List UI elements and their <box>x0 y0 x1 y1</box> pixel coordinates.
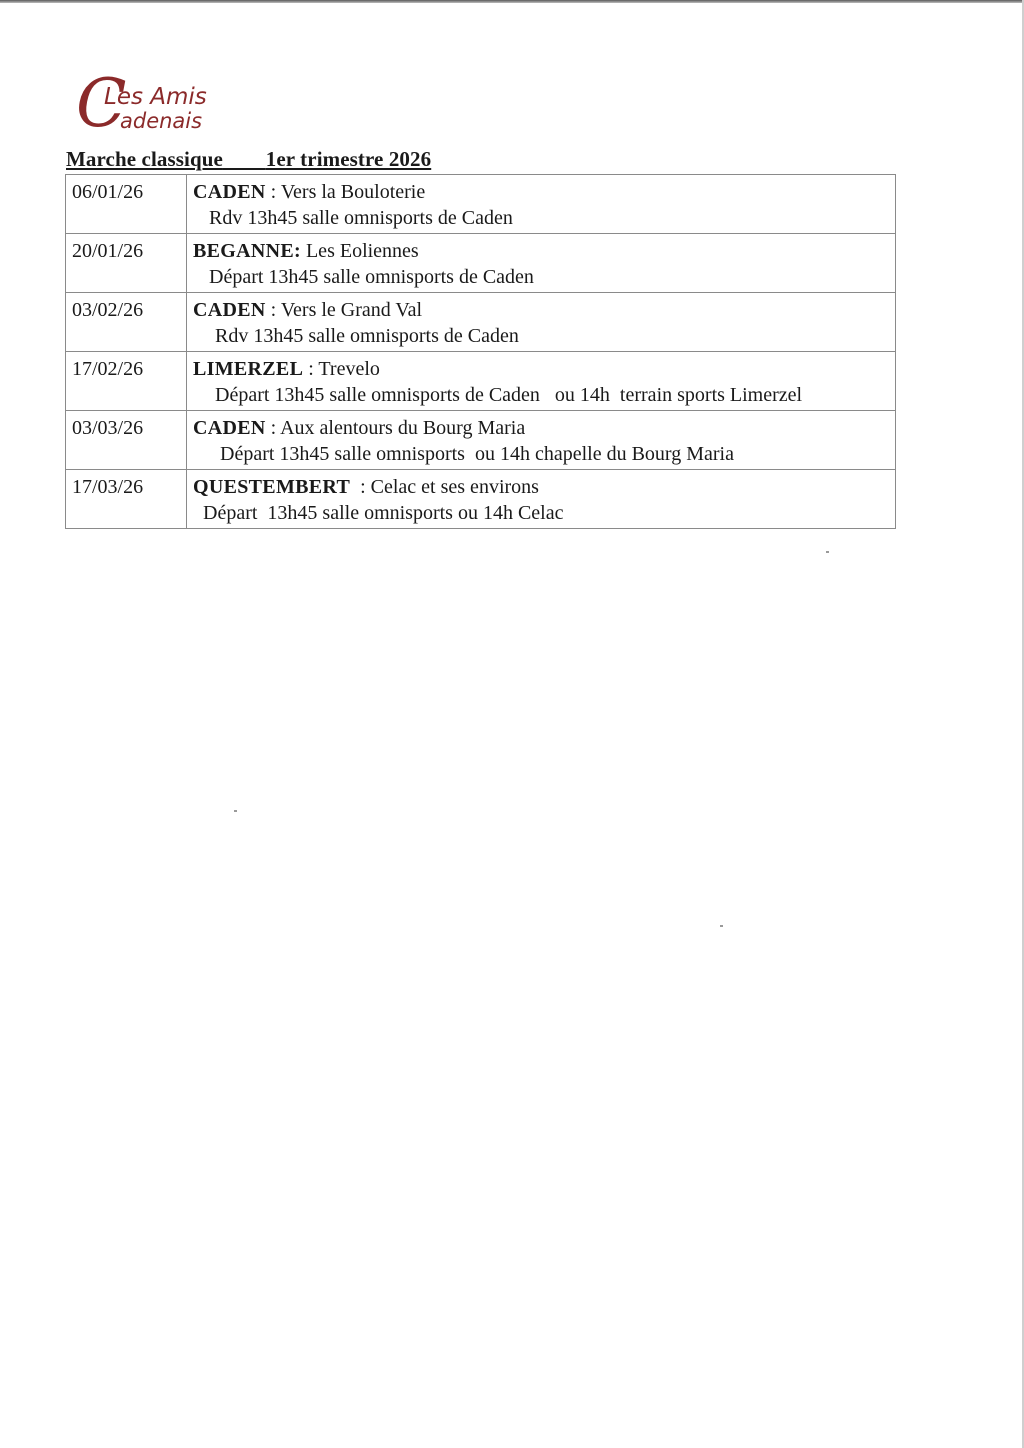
date-cell: 20/01/26 <box>66 234 187 293</box>
walk-heading <box>193 179 895 205</box>
destination: Celac et ses environs <box>370 476 539 498</box>
walk-description-cell <box>187 175 896 234</box>
meeting-point: Rdv 13h45 salle omnisports de Caden <box>209 207 513 229</box>
place-name: LIMERZEL <box>193 358 304 380</box>
schedule-row <box>66 470 896 529</box>
schedule-row <box>66 175 896 234</box>
title-left: Marche classique <box>66 147 223 171</box>
meeting-point: Rdv 13h45 salle omnisports de Caden <box>215 325 519 347</box>
walk-description-cell <box>187 352 896 411</box>
walk-description-cell <box>187 470 896 529</box>
date-cell: 17/03/26 <box>66 470 187 529</box>
walk-heading <box>193 297 895 323</box>
walk-schedule-table <box>65 174 896 529</box>
place-separator: : <box>265 299 281 321</box>
walk-heading <box>193 238 895 264</box>
title-right: 1er trimestre 2026 <box>265 147 432 171</box>
meeting-point: Départ 13h45 salle omnisports ou 14h chapelle du Bourg Maria <box>220 443 734 465</box>
club-logo <box>74 62 234 142</box>
destination: Vers la Bouloterie <box>280 181 426 203</box>
place-name: CADEN <box>193 417 266 439</box>
place-separator: : <box>265 417 281 439</box>
schedule-body <box>66 175 896 529</box>
place-name: BEGANNE: <box>193 240 301 262</box>
schedule-row <box>66 411 896 470</box>
walk-description-cell <box>187 234 896 293</box>
logo-line2: adenais <box>120 109 203 133</box>
schedule-row <box>66 234 896 293</box>
destination: Vers le Grand Val <box>280 299 423 321</box>
walk-heading <box>193 356 895 382</box>
schedule-row <box>66 352 896 411</box>
place-name: QUESTEMBERT <box>193 476 351 498</box>
destination: Trevelo <box>318 358 380 380</box>
place-name: CADEN <box>193 181 266 203</box>
logo-line1: Les Amis <box>104 84 207 110</box>
scan-edge-top <box>0 0 1024 3</box>
scan-speck <box>234 810 237 812</box>
walk-heading <box>193 415 895 441</box>
page-title <box>66 147 431 172</box>
schedule-row <box>66 293 896 352</box>
destination: Les Eoliennes <box>305 240 419 262</box>
place-separator: : <box>265 181 281 203</box>
destination: Aux alentours du Bourg Maria <box>280 417 526 439</box>
meeting-point: Départ 13h45 salle omnisports de Caden <box>209 266 534 288</box>
place-separator: : <box>303 358 319 380</box>
date-cell: 03/03/26 <box>66 411 187 470</box>
walk-description-cell <box>187 411 896 470</box>
walk-heading <box>193 474 895 500</box>
scan-speck <box>826 551 829 553</box>
meeting-point: Départ 13h45 salle omnisports ou 14h Celac <box>203 502 564 524</box>
date-cell: 03/02/26 <box>66 293 187 352</box>
scan-speck <box>720 925 723 927</box>
walk-description-cell <box>187 293 896 352</box>
meeting-point: Départ 13h45 salle omnisports de Caden ou 14h terrain sports Limerzel <box>215 384 803 406</box>
date-cell: 06/01/26 <box>66 175 187 234</box>
place-separator: : <box>350 476 371 498</box>
place-name: CADEN <box>193 299 266 321</box>
logo-initial: C <box>76 65 127 142</box>
date-cell: 17/02/26 <box>66 352 187 411</box>
